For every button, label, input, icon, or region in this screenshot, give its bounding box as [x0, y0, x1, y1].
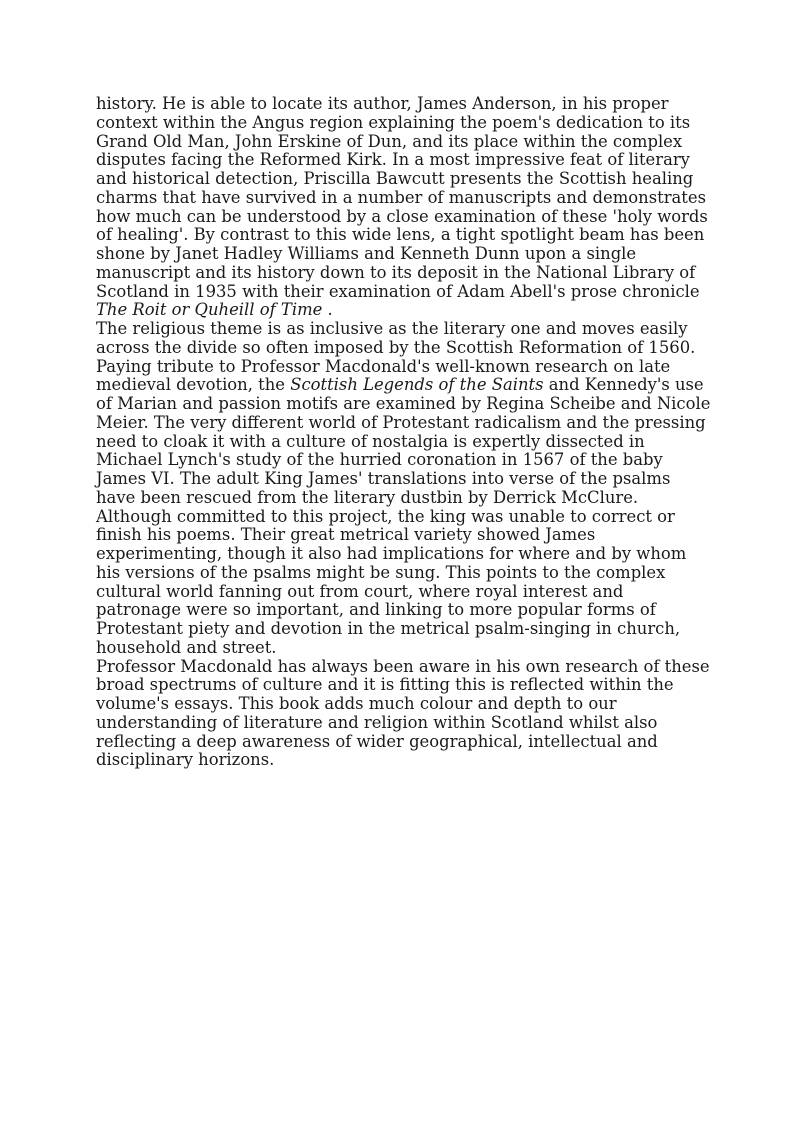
text-line — [96, 583, 716, 602]
text-segment: Grand Old Man, John Erskine of Dun, and its place within the complex — [96, 131, 683, 151]
text-segment: Protestant piety and devotion in the metrical psalm-singing in church, — [96, 619, 681, 638]
text-line — [96, 545, 716, 564]
text-line — [96, 376, 716, 395]
body-text — [96, 95, 716, 770]
paragraph — [96, 95, 716, 320]
text-segment: Michael Lynch's study of the hurried coronation in 1567 of the baby — [96, 450, 663, 470]
text-line — [96, 95, 716, 114]
text-line — [96, 751, 716, 770]
text-line — [96, 639, 716, 658]
text-line — [96, 358, 716, 377]
text-line — [96, 264, 716, 283]
text-segment: and historical detection, Priscilla Bawcutt presents the Scottish healing — [96, 169, 694, 188]
text-line — [96, 489, 716, 508]
text-segment: disciplinary horizons. — [96, 750, 275, 770]
text-segment: history. He is able to locate its author, James Anderson, in his proper — [96, 94, 669, 113]
text-line — [96, 414, 716, 433]
text-segment: The religious theme is as inclusive as the literary one and moves easily — [96, 319, 688, 338]
text-segment: Meier. The very different world of Protestant radicalism and the pressing — [96, 412, 706, 432]
text-segment: Paying tribute to Professor Macdonald's well-known research on late — [96, 356, 671, 376]
text-segment: medieval devotion, the — [96, 375, 291, 395]
text-line — [96, 283, 716, 302]
text-segment: Scotland in 1935 with their examination of Adam Abell's prose chronicle — [96, 281, 700, 301]
paragraph — [96, 320, 716, 658]
text-segment: broad spectrums of culture and it is fitting this is reflected within the — [96, 675, 674, 695]
text-line — [96, 433, 716, 452]
text-segment: Although committed to this project, the king was unable to correct or — [96, 506, 675, 526]
text-line — [96, 714, 716, 733]
text-segment: James VI. The adult King James' translations into verse of the psalms — [96, 469, 671, 488]
italic-title: The Roit or Quheill of Time — [96, 300, 323, 320]
text-segment: disputes facing the Reformed Kirk. In a most impressive feat of literary — [96, 150, 690, 170]
text-segment: of healing'. By contrast to this wide lens, a tight spotlight beam has been — [96, 225, 705, 245]
text-segment: shone by Janet Hadley Williams and Kenneth Dunn upon a single — [96, 244, 637, 263]
text-line — [96, 526, 716, 545]
text-segment: understanding of literature and religion within Scotland whilst also — [96, 712, 658, 732]
text-segment: finish his poems. Their great metrical variety showed James — [96, 525, 596, 545]
text-segment: . — [322, 300, 333, 320]
text-line — [96, 470, 716, 489]
text-segment: reflecting a deep awareness of wider geographical, intellectual and — [96, 731, 658, 751]
text-line — [96, 733, 716, 752]
text-segment: and Kennedy's use — [543, 375, 704, 395]
text-line — [96, 601, 716, 620]
text-segment: manuscript and its history down to its deposit in the National Library of — [96, 262, 696, 282]
text-line — [96, 676, 716, 695]
text-line — [96, 620, 716, 639]
text-line — [96, 226, 716, 245]
text-segment: experimenting, though it also had implications for where and by whom — [96, 544, 687, 563]
paragraph — [96, 658, 716, 771]
text-line — [96, 564, 716, 583]
text-segment: need to cloak it with a culture of nostalgia is expertly dissected in — [96, 431, 645, 451]
text-segment: have been rescued from the literary dustbin by Derrick McClure. — [96, 487, 639, 507]
text-line — [96, 508, 716, 527]
text-line — [96, 170, 716, 189]
text-segment: his versions of the psalms might be sung. This points to the complex — [96, 562, 666, 582]
text-line — [96, 189, 716, 208]
text-segment: of Marian and passion motifs are examined by Regina Scheibe and Nicole — [96, 394, 711, 413]
text-line — [96, 245, 716, 264]
italic-title: Scottish Legends of the Saints — [290, 375, 544, 395]
text-segment: volume's essays. This book adds much colour and depth to our — [96, 694, 617, 713]
text-line — [96, 133, 716, 152]
text-segment: how much can be understood by a close examination of these 'holy words — [96, 206, 708, 226]
text-line — [96, 301, 716, 320]
text-line — [96, 151, 716, 170]
text-line — [96, 208, 716, 227]
text-segment: Professor Macdonald has always been aware in his own research of these — [96, 656, 710, 676]
text-line — [96, 695, 716, 714]
text-line — [96, 339, 716, 358]
text-segment: patronage were so important, and linking to more popular forms of — [96, 600, 656, 620]
text-line — [96, 658, 716, 677]
text-segment: context within the Angus region explaining the poem's dedication to its — [96, 112, 691, 132]
text-segment: across the divide so often imposed by the Scottish Reformation of 1560. — [96, 337, 696, 357]
text-line — [96, 114, 716, 133]
text-segment: cultural world fanning out from court, where royal interest and — [96, 581, 624, 601]
text-line — [96, 320, 716, 339]
text-segment: household and street. — [96, 637, 277, 657]
text-segment: charms that have survived in a number of manuscripts and demonstrates — [96, 187, 706, 207]
text-line — [96, 395, 716, 414]
text-line — [96, 451, 716, 470]
